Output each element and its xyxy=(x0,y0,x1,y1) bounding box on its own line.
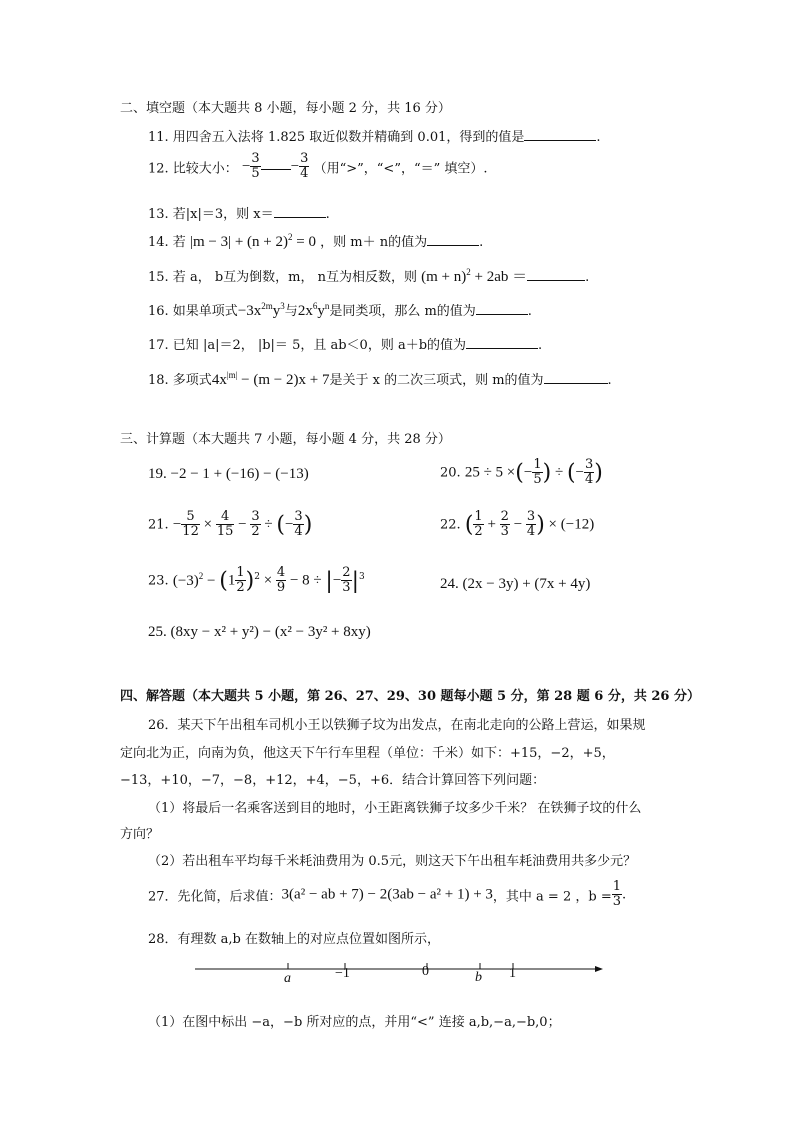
question-12: 12. 比较大小： − $\frac{3}{5}$ − $\frac{3}{4}$ （用“>”，“<”，“＝” 填空）. xyxy=(148,151,488,182)
question-26-part-1b: 方向？ xyxy=(120,827,160,842)
section-2-header: 二、填空题（本大题共 8 小题，每小题 2 分，共 16 分） xyxy=(120,101,451,116)
number-line xyxy=(195,955,605,995)
question-26-line-1: 26．某天下午出租车司机小王以铁狮子坟为出发点，在南北走向的公路上营运，如果规 xyxy=(148,718,646,733)
question-22: 22. ( $\frac{1}{2}$ + $\frac{2}{3}$ − $\frac{3}{4}$ ) × (−12) xyxy=(440,509,595,540)
question-14-tail: ，则 m＋ n的值为 xyxy=(320,235,428,250)
answer-blank[interactable] xyxy=(527,268,585,281)
question-14-lead: 14. 若 xyxy=(148,235,186,250)
question-24: 24. (2x − 3y) + (7x + 4y) xyxy=(440,576,591,592)
question-12-lead: 12. 比较大小： xyxy=(148,161,238,177)
number-line-label-a: a xyxy=(284,971,291,986)
question-13: 13. 若|x|＝3，则 x＝ . xyxy=(148,207,330,222)
question-19: 19. −2 − 1 + (−16) − (−13) xyxy=(148,466,309,482)
answer-blank[interactable] xyxy=(476,302,528,315)
question-21: 21. − $\frac{5}{12}$ × $\frac{4}{15}$ − $\frac{3}{2}$ ÷ (− $\frac{3}{4}$ ) xyxy=(148,509,313,540)
question-16-mid: 与 xyxy=(284,304,298,319)
question-27: 27．先化简，后求值：3(a² − ab + 7) − 2(3ab − a² + 1) + 3，其中 a = 2 ，b = $\frac{1}{3}$ . xyxy=(148,879,627,910)
section-4-header: 四、解答题（本大题共 5 小题，第 26、27、29、30 题每小题 5 分，第 28 题 6 分，共 26 分） xyxy=(120,689,700,704)
question-16-lead: 16. 如果单项式 xyxy=(148,304,238,319)
answer-blank[interactable] xyxy=(427,233,479,246)
question-11-text: 11. 用四舍五入法将 1.825 取近似数并精确到 0.01，得到的值是 xyxy=(148,130,525,145)
question-25: 25. (8xy − x² + y²) − (x² − 3y² + 8xy) xyxy=(148,624,371,640)
question-13-text: 13. 若|x|＝3，则 x＝ xyxy=(148,207,274,222)
number-line-label-b: b xyxy=(475,970,482,985)
fraction-1-5: $\frac{1}{5}$ xyxy=(533,457,542,488)
equation-15: $(m + n)^2 + 2ab$ ＝ xyxy=(421,267,528,285)
fraction-3-5: $\frac{3}{5}$ xyxy=(251,151,260,182)
fraction-3-4: $\frac{3}{4}$ xyxy=(585,457,594,488)
question-16-tail: 是同类项，那么 m的值为 xyxy=(329,304,476,319)
question-18-lead: 18. 多项式 xyxy=(148,373,212,388)
question-26-line-3: −13，+10，−7，−8，+12，+4，−5，+6．结合计算回答下列问题： xyxy=(120,773,546,788)
question-18: 18. 多项式$4x^{|m|} - (m - 2)x + 7$是关于 x 的二次三项式，则 m的值为 . xyxy=(148,370,612,388)
answer-blank[interactable] xyxy=(524,128,596,141)
fraction-3-4: $\frac{3}{4}$ xyxy=(300,151,309,182)
question-14: 14. 若 $|m - 3| + (n + 2)^2 = 0$ ，则 m＋ n的值为 . xyxy=(148,232,484,250)
question-23-number: 23. xyxy=(148,573,169,589)
question-26-line-2: 定向北为正，向南为负，他这天下午行车里程（单位：千米）如下：+15，−2，+5， xyxy=(120,746,615,761)
answer-blank[interactable] xyxy=(261,157,291,170)
question-23: 23. $(-3)^2 - (1$ $\frac{1}{2}$ )$^2$ × $\frac{4}{9}$ − 8 ÷ |− $\frac{2}{3}$ $|^3$ xyxy=(148,565,365,596)
question-11: 11. 用四舍五入法将 1.825 取近似数并精确到 0.01，得到的值是 . xyxy=(148,130,601,145)
question-26-part-1a: （1）将最后一名乘客送到目的地时，小王距离铁狮子坟多少千米？ 在铁狮子坟的什么 xyxy=(148,801,642,816)
number-line-arrow xyxy=(595,966,603,972)
question-20: 20. 25 ÷ 5 ×(− $\frac{1}{5}$ ) ÷ (− $\frac{3}{4}$ ) xyxy=(440,457,603,488)
question-17: 17. 已知 |a|＝2， |b|＝ 5，且 ab＜0，则 a＋b的值为 . xyxy=(148,338,543,353)
question-21-number: 21. xyxy=(148,517,169,533)
question-22-number: 22. xyxy=(440,517,461,533)
question-15: 15. 若 a， b互为倒数，m， n互为相反数，则 $(m + n)^2 + 2ab$ ＝ . xyxy=(148,267,590,285)
question-27-tail: ，其中 a = 2 ，b = xyxy=(492,889,612,905)
number-line-label-1: 1 xyxy=(509,966,516,981)
answer-blank[interactable] xyxy=(466,336,538,349)
answer-blank[interactable] xyxy=(274,205,326,218)
answer-blank[interactable] xyxy=(544,371,608,384)
question-27-lead: 27．先化简，后求值： xyxy=(148,889,282,905)
question-20-number: 20. xyxy=(440,465,461,481)
question-20-expr: 25 ÷ 5 × xyxy=(464,464,516,481)
question-15-lead: 15. 若 a， b互为倒数，m， n互为相反数，则 xyxy=(148,270,417,285)
question-28: 28．有理数 a,b 在数轴上的对应点位置如图所示， xyxy=(148,932,441,947)
number-line-label-neg1: −1 xyxy=(335,966,350,981)
question-17-text: 17. 已知 |a|＝2， |b|＝ 5，且 ab＜0，则 a＋b的值为 xyxy=(148,338,467,353)
section-3-header: 三、计算题（本大题共 7 小题，每小题 4 分，共 28 分） xyxy=(120,432,451,447)
question-26-part-2: （2）若出租车平均每千米耗油费用为 0.5元，则这天下午出租车耗油费用共多少元？ xyxy=(148,854,637,869)
question-12-tail: （用“>”，“<”，“＝” 填空）. xyxy=(313,161,488,177)
question-18-tail: 是关于 x 的二次三项式，则 m的值为 xyxy=(329,373,544,388)
question-16: 16. 如果单项式$-3x^{2m}y^3$与$2x^6y^n$是同类项，那么 m的值为 . xyxy=(148,301,532,319)
equation-14: $|m - 3| + (n + 2)^2 = 0$ xyxy=(189,232,316,250)
question-27-expr: 3(a² − ab + 7) − 2(3ab − a² + 1) + 3 xyxy=(281,886,493,903)
fraction-1-3: $\frac{1}{3}$ xyxy=(612,879,621,910)
number-line-label-0: 0 xyxy=(422,964,429,979)
question-28-part-1: （1）在图中标出 −a，−b 所对应的点，并用“<” 连接 a,b,−a,−b,0； xyxy=(148,1015,561,1030)
